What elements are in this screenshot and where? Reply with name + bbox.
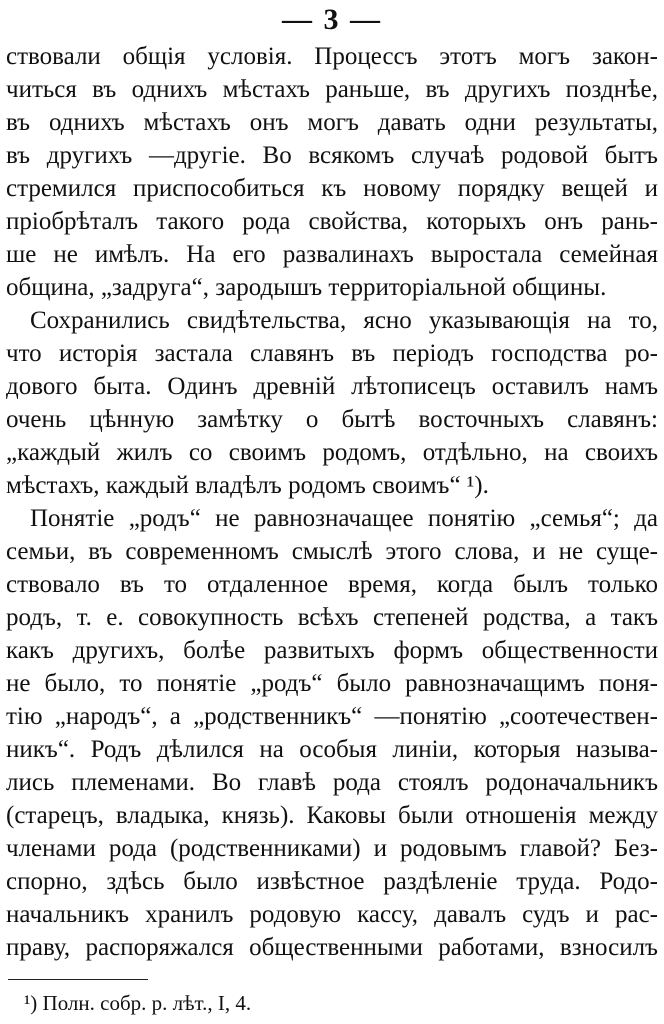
- text-line: ствовало въ то отдаленное время, когда былъ только: [6, 571, 658, 598]
- text-line: стремился приспособиться къ новому порядку вещей и: [6, 175, 658, 202]
- text-line: Сохранились свидѣтельства, ясно указывающія на то,: [30, 307, 658, 334]
- text-line: какъ другихъ, болѣе развитыхъ формъ общественности: [6, 637, 658, 664]
- text-line: читься въ однихъ мѣстахъ раньше, въ другихъ позднѣе,: [6, 76, 658, 103]
- text-line: членами рода (родственниками) и родовымъ главой? Без-: [6, 835, 658, 862]
- text-line: въ другихъ —другіе. Во всякомъ случаѣ родовой бытъ: [6, 142, 658, 169]
- text-line: „каждый жилъ со своимъ родомъ, отдѣльно, на своихъ: [6, 439, 658, 466]
- text-line: начальникъ хранилъ родовую кассу, давалъ судъ и рас-: [6, 901, 658, 928]
- page-number: — 3 —: [282, 3, 382, 36]
- footnote: ¹) Полн. собр. р. лѣт., I, 4.: [24, 991, 252, 1015]
- text-line: спорно, здѣсь было извѣстное раздѣленіе труда. Родо-: [6, 868, 658, 895]
- text-line: пріобрѣталъ такого рода свойства, которыхъ онъ рань-: [6, 208, 658, 235]
- text-line: ствовали общія условія. Процессъ этотъ могъ закон-: [6, 43, 658, 70]
- text-line: Понятіе „родъ“ не равнозначащее понятію „семья“; да: [30, 505, 658, 532]
- text-line: очень цѣнную замѣтку о бытѣ восточныхъ славянъ:: [6, 406, 658, 433]
- text-line: (старецъ, владыка, князь). Каковы были отношенія между: [6, 802, 658, 829]
- text-line: праву, распоряжался общественными работами, взносилъ: [6, 934, 658, 961]
- text-line: дового быта. Одинъ древній лѣтописецъ оставилъ намъ: [6, 373, 658, 400]
- text-line: не было, то понятіе „родъ“ было равнозначащимъ поня-: [6, 670, 658, 697]
- footnote-divider: [8, 979, 148, 980]
- text-line: семьи, въ современномъ смыслѣ этого слова, и не суще-: [6, 538, 658, 565]
- text-line: что исторія застала славянъ въ періодъ господства ро-: [6, 340, 658, 367]
- text-line: ше не имѣлъ. На его развалинахъ выростала семейная: [6, 241, 658, 268]
- body-text: [6, 40, 658, 964]
- text-line: лись племенами. Во главѣ рода стоялъ родоначальникъ: [6, 769, 658, 796]
- text-line: въ однихъ мѣстахъ онъ могъ давать одни результаты,: [6, 109, 658, 136]
- text-line: тію „народъ“, а „родственникъ“ —понятію „соотечествен-: [6, 703, 658, 730]
- text-line: община, „задруга“, зародышъ территоріальной общины.: [6, 274, 607, 301]
- text-line: никъ“. Родъ дѣлился на особыя линіи, которыя называ-: [6, 736, 658, 763]
- text-line: родъ, т. е. совокупность всѣхъ степеней родства, а такъ: [6, 604, 658, 631]
- text-line: мѣстахъ, каждый владѣлъ родомъ своимъ“ ¹).: [6, 472, 489, 499]
